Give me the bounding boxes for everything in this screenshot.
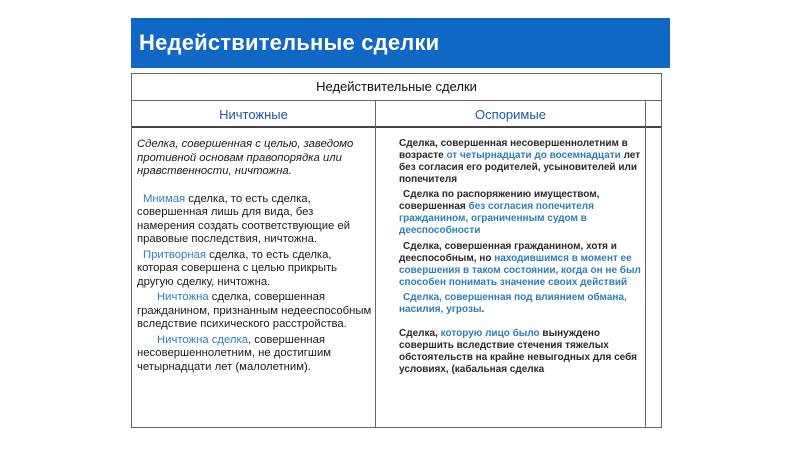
term-void: Ничтожна [157, 291, 209, 303]
void-text: Сделка, совершенная с целью, заведомо противной основам правопорядка или нравственности, ничтожна. [137, 138, 354, 177]
void-text: сделка, то есть сделка, которая совершена с целью прикрыть другую сделку, ничтожна. [137, 248, 338, 288]
void-item [137, 249, 373, 290]
term-sham: Притворная [143, 248, 206, 261]
void-item [137, 193, 373, 247]
void-text: , совершенная несовершеннолетним, не достигшим четырнадцати лет (малолетним). [137, 333, 332, 373]
slide-title: Недействительные сделки [139, 30, 440, 55]
table-header: Недействительные сделки [132, 74, 661, 101]
voidable-item: Сделка, которую лицо было вынуждено совершить вследствие стечения тяжелых обстоятельств на крайне невыгодных для себя условиях, (кабальная сделка [399, 328, 637, 375]
column-header-void: Ничтожные [132, 101, 375, 128]
voidable-column-text [399, 138, 647, 376]
voidable-item: Сделка, совершенная гражданином, хотя и дееспособным, но находившимся в момент ее совершения в таком состоянии, когда он не был способен понимать значение своих действий [399, 241, 641, 288]
voidable-item: Сделка, совершенная несовершеннолетним в возрасте от четырнадцати до восемнадцати лет без согласия его родителей, усыновителей или попечителя [399, 138, 641, 185]
column-header-voidable: Оспоримые [376, 101, 645, 128]
void-text: сделка, то есть сделка, совершенная лишь для вида, без намерения создать соответствующие ей правовые последствия, ничтожна. [137, 192, 351, 245]
voidable-item: Сделка, совершенная под влиянием обмана, насилия, угрозы. [399, 292, 627, 315]
term-fictitious: Мнимая [143, 192, 186, 205]
column-header-spacer [645, 101, 661, 128]
void-item [137, 291, 373, 332]
void-column-text [137, 138, 373, 374]
term-void-deal: Ничтожна сделка [157, 333, 248, 346]
voidable-item: Сделка по распоряжению имуществом, совершенная без согласия попечителя гражданином, ограниченным судом в дееспособности [399, 189, 600, 236]
invalid-deals-table [131, 73, 662, 428]
column-divider [375, 101, 376, 428]
void-item [137, 334, 373, 375]
void-item [137, 138, 373, 179]
void-text: сделка, совершенная гражданином, признанным недееспособным вследствие психического расстройства. [137, 291, 372, 330]
title-banner [131, 18, 670, 68]
